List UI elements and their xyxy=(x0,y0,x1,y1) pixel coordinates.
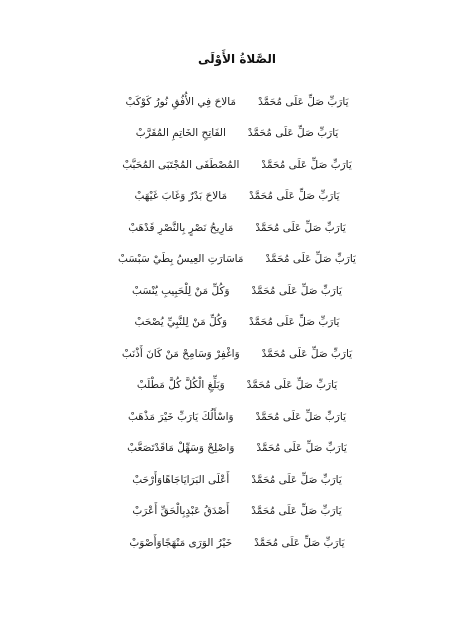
verse-second-half: وَاصْلِحْ وَسَهِّلْ مَاقَدْتَصَعَّبْ xyxy=(127,442,235,455)
verse-second-half: مَالاحَ بَدْرٌ وَغَابَ غَيْهَبْ xyxy=(134,190,228,203)
verse-line xyxy=(0,401,474,433)
verse-second-half: وَكُلِّ مَنْ لِلْحَبِيبِ يُنْسَبْ xyxy=(132,284,230,297)
verse-second-half: أَعْلَى البَرَايَاجَاهًاوَأَرْحَبْ xyxy=(132,473,230,486)
verse-refrain: يَارَبِّ صَلِّ عَلَى مُحَمَّدْ xyxy=(251,284,342,297)
verse-refrain: يَارَبِّ صَلِّ عَلَى مُحَمَّدْ xyxy=(249,316,340,329)
verse-refrain: يَارَبِّ صَلِّ عَلَى مُحَمَّدْ xyxy=(265,253,356,266)
verse-line xyxy=(0,275,474,307)
verse-line xyxy=(0,496,474,528)
verse-line xyxy=(0,370,474,402)
verse-line xyxy=(0,307,474,339)
verse-second-half: خَيْرُ الوَرَى مَنْهَجًاوَأَصْوَبْ xyxy=(129,536,233,549)
verse-line xyxy=(0,338,474,370)
verse-refrain: يَارَبِّ صَلِّ عَلَى مُحَمَّدْ xyxy=(255,221,346,234)
verse-refrain: يَارَبِّ صَلِّ عَلَى مُحَمَّدْ xyxy=(251,473,342,486)
verse-refrain: يَارَبِّ صَلِّ عَلَى مُحَمَّدْ xyxy=(261,347,353,360)
verse-line xyxy=(0,181,474,213)
poem-title: الصَّلاةُ الأَوْلَى xyxy=(198,52,276,66)
verse-refrain: يَارَبِّ صَلِّ عَلَى مُحَمَّدْ xyxy=(246,379,338,392)
verse-refrain: يَارَبِّ صَلِّ عَلَى مُحَمَّدْ xyxy=(261,158,352,171)
verse-second-half: وَاسْأَلُكَ يَارَبِّ خَيْرَ مَذْهَبْ xyxy=(128,410,234,423)
verse-refrain: يَارَبِّ صَلِّ عَلَى مُحَمَّدْ xyxy=(258,95,349,108)
verse-second-half: مَاسَارَتِ العِيسُ بِطَيْ سَبْسَبْ xyxy=(118,253,244,266)
verse-second-half: مَارِيحُ نَصْرٍ بِالنَّصْرِ قَدْهَبْ xyxy=(128,221,234,234)
verse-line xyxy=(0,149,474,181)
verse-refrain: يَارَبِّ صَلِّ عَلَى مُحَمَّدْ xyxy=(251,505,342,518)
verse-refrain: يَارَبِّ صَلِّ عَلَى مُحَمَّدْ xyxy=(249,190,340,203)
verse-second-half: المُصْطَفَى المُجْتَبَى المُحَبَّبْ xyxy=(122,158,240,171)
verse-refrain: يَارَبِّ صَلِّ عَلَى مُحَمَّدْ xyxy=(247,127,339,140)
verse-refrain: يَارَبِّ صَلِّ عَلَى مُحَمَّدْ xyxy=(256,442,347,455)
verse-refrain: يَارَبِّ صَلِّ عَلَى مُحَمَّدْ xyxy=(255,410,346,423)
verse-second-half: وَكُلِّ مَنْ لِلنَّبِيِّ يُصْحَبْ xyxy=(134,316,228,329)
verse-list xyxy=(0,86,474,559)
verse-line xyxy=(0,244,474,276)
verse-second-half: أَصْدَقُ عَبْدٍبِالْحَقِّ أَعْرَبْ xyxy=(132,505,230,518)
verse-second-half: مَالاحَ فِي الأُفُقِ نُورُ كَوْكَبْ xyxy=(125,95,237,108)
verse-second-half: وَاغْفِرْ وَسَامِحْ مَنْ كَانَ أَذْنَبْ xyxy=(121,347,240,360)
verse-line xyxy=(0,433,474,465)
verse-refrain: يَارَبِّ صَلِّ عَلَى مُحَمَّدْ xyxy=(254,536,345,549)
verse-line xyxy=(0,86,474,118)
verse-line xyxy=(0,212,474,244)
verse-second-half: وَبَلِّغِ الْكُلَّ كُلَّ مَطْلَبْ xyxy=(136,379,225,392)
verse-second-half: الفَاتِحِ الخَاتِمِ المُقَرَّبْ xyxy=(135,127,226,140)
verse-line xyxy=(0,527,474,559)
verse-line xyxy=(0,464,474,496)
verse-line xyxy=(0,118,474,150)
